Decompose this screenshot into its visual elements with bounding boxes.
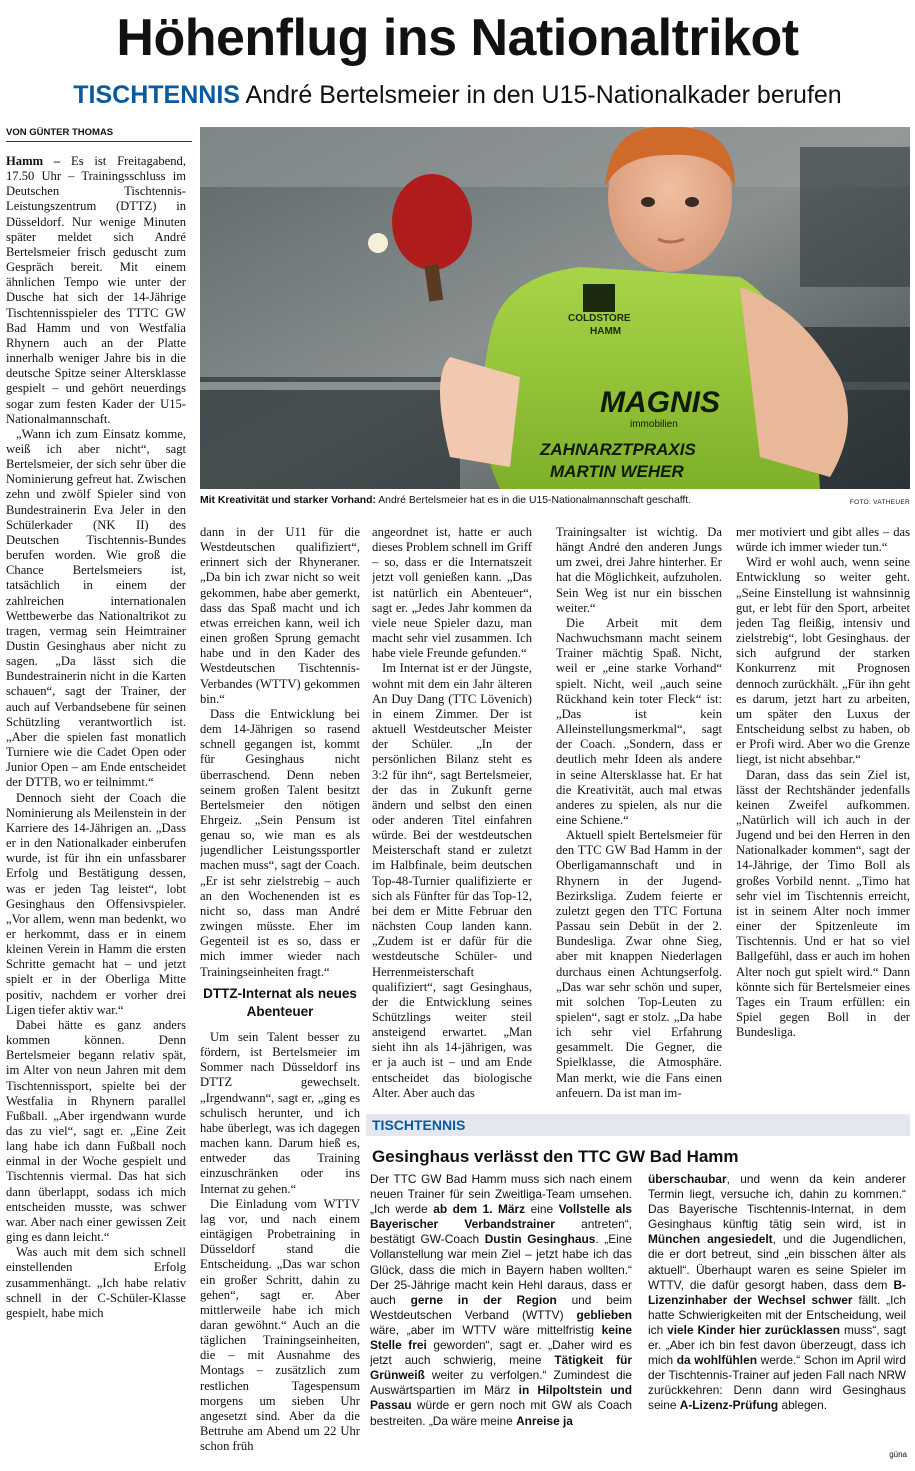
section-kicker: TISCHTENNIS: [73, 81, 240, 109]
box-text: . „Eine Vollanstellung war mein Ziel – jetzt habe ich das Glück, dass die mich in Bayern haben wollten.“ Der 25-Jährige macht kein Hehl daraus, dass er auch: [370, 1232, 632, 1307]
box-emphasis: viele Kinder hier zurücklassen: [667, 1322, 841, 1337]
info-box: [366, 1114, 910, 1464]
paragraph: Die Einladung vom WTTV lag vor, und nach einem eintägigen Probetraining in Düsseldorf stand die Entscheidung. „Das war schon ein großer Schritt, dahin zu gehen“, sagt er. Aber mittlerweile habe ich mich daran gewöhnt.“ Auch an die täglichen Trainingseinheiten, die – mit Ausnahme des Montags – zusätzlich zum restlichen Tagespensum morgens um sieben Uhr angesetzt sind. Aber da die Bettruhe am Abend um 22 Uhr schon früh: [200, 1196, 360, 1454]
box-emphasis: in Hilpoltstein und Passau: [370, 1383, 632, 1413]
caption-text: André Bertelsmeier hat es in die U15-Nationalmannschaft geschafft.: [378, 495, 692, 506]
box-text: , und die Jugendlichen, die er dort betreut, sind „ein bisschen älter als aktuell“. Überhaupt waren es seine Spieler im WTTV, die dafür gesorgt haben, dass dem: [648, 1232, 906, 1292]
paddle: [392, 174, 472, 270]
box-text: eine: [525, 1202, 559, 1217]
article-photo: [200, 127, 910, 489]
paragraph: Dabei hätte es ganz anders kommen können. Denn Bertelsmeier begann relativ spät, im Alter von neun Jahren mit dem Tischtennissport, spielte bei der Westfalia in Rhynern parallel Fußball. „Aber irgendwann wurde das zu viel“, sagt er. „Eine Zeit lang habe ich dann Fußball noch einmal in der Woche gespielt und Tischtennis viermal. Das hat sich dann überlappt, sodass ich mich entscheiden musste, was schwer war. Aber nach einer gewissen Zeit ging es dann leicht.“: [6, 1017, 186, 1245]
author-signature: güna: [889, 1450, 907, 1459]
box-text: werde.“ Schon im April wird der Tischtennis-Trainer auf jeden Fall nach NRW zurückkehren: Denn dann wird Gesinghaus seine: [648, 1353, 906, 1413]
paragraph: Um sein Talent besser zu fördern, ist Bertelsmeier im Sommer nach Düsseldorf ins DTTZ gewechselt. „Irgendwann“, sagt er, „ging es schulisch herunter, und ich habe überlegt, was ich dagegen machen kann. Darum hieß es, entweder das Training einzuschränken oder ins Internat zu gehen.“: [200, 1030, 360, 1196]
author-byline: VON GÜNTER THOMAS: [6, 127, 192, 142]
box-column-1: [370, 1172, 632, 1462]
paragraph: [6, 154, 186, 427]
paragraph: „Wann ich zum Einsatz komme, weiß ich aber nicht“, sagt Bertelsmeier, der sich sehr über die Nominierung gefreut hat. Zwischen zehn und zwölf Spieler sind von Bundestrainerin Eva Jeler in den Schülerkader (NK II) des Deutschen Tischtennis-Bundes berufen worden. Wie groß die Chance Bertelsmeiers ist, tatsächlich in einem der zahlreichen internationalen Wettbewerbe das Nationaltrikot zu tragen, vermag sein Heimtrainer Dustin Gesinghaus aber nicht zu sagen. „Da lässt sich die Bundestrainerin nicht in die Karten schauen“, sagt der Trainer, der auch auf Verbandsebene für seinen Schützling verantwortlich ist. „Aber die spielen fast monatlich Turniere wie die Cadet Open oder Junior Open – am Ende entscheidet der DTTB, wo er teilnimmt.“: [6, 426, 186, 790]
paragraph: Aktuell spielt Bertelsmeier für den TTC GW Bad Hamm in der Oberligamannschaft und in Rhynern in der Jugend-Bezirksliga. Zudem feierte er zuletzt gegen den TTC Fortuna Passau sein Debüt in der 2. Bundesliga. Zwar ohne Sieg, aber mit knappen Niederlagen durchaus einen Achtungserfolg. „Das war sehr schön und super, mit solchen Top-Leuten zu spielen“, sagt er stolz. „Da habe ich sehr viel Erfahrung gesammelt. Die Gegner, die Spielklasse, die Atmosphäre. Man merkt, wie die Fans einen anfeuern. Da ist man im-: [556, 828, 722, 1100]
box-emphasis: München angesiedelt: [648, 1232, 773, 1247]
article-column-3: [372, 525, 532, 1105]
paragraph: Dass die Entwicklung bei dem 14-Jährigen so rasend schnell gegangen ist, kommt für Gesinghaus nicht überraschend. Denn neben seinem großen Talent besitzt Bertelsmeier den nötigen Ehrgeiz. „Sein Pensum ist genau so, wie man es als jugendlicher Leistungssportler machen muss“, sagt der Coach. „Er ist sehr zielstrebig – auch an den Wochenenden ist es nicht so, dass man André zwingen müsste. Eher im Gegenteil ist es so, dass er mich immer wieder nach Trainingseinheiten fragt.“: [200, 706, 360, 979]
table-tennis-player-photo: [200, 127, 910, 489]
paragraph: Die Arbeit mit dem Nachwuchsmann macht seinem Trainer mächtig Spaß. Nicht, weil er „eine starke Vorhand“ spielt. Nicht, weil „auch seine Rückhand kein toter Fleck“ ist: „Das ist kein Alleinstellungsmerkmal“, sagt der Coach. „Sondern, dass er deutlich mehr Ideen als andere in seine Altersklasse hat. Er hat die Kreativität, auch mal etwas anderes zu spielen, als nur die eine Schiene.“: [556, 615, 722, 827]
headline: Höhenflug ins Nationaltrikot: [116, 9, 799, 67]
paragraph: Trainingsalter ist wichtig. Da hängt André den anderen Jungs um zwei, drei Jahre hinterher. Er hat die Möglichkeit, aufzuholen. Sein Weg ist nur ein bisschen weiter.“: [556, 525, 722, 615]
paragraph: Wird er wohl auch, wenn seine Entwicklung so weiter geht. „Seine Einstellung ist wahnsinnig gut, er lebt für den Sport, arbeitet jeden Tag fleißig, intensiv und zielstrebig“, lobt Gesinghaus. der sich aufgrund der starken Konkurrenz mit Prognosen dennoch zurückhält. „Für ihn geht es darum, jetzt hart zu arbeiten, um später den Luxus der Entscheidung selbst zu haben, ob er Profi wird. Aber wo die Grenze liegt, ist nicht absehbar.“: [736, 555, 910, 767]
ball: [368, 233, 388, 253]
article-column-4: [556, 525, 722, 1105]
paragraph: angeordnet ist, hatte er auch dieses Problem schnell im Griff – so, dass er die Internatszeit jetzt voll genießen kann. „Das ist natürlich ein Abenteuer“, sagt er. „Jedes Jahr kommen da viele neue Spieler dazu, man macht sehr viel zusammen. Ich habe viele Freunde gefunden.“: [372, 525, 532, 661]
paragraph: Dennoch sieht der Coach die Nominierung als Meilenstein in der Karriere des 14-Jährigen an. „Dass er in den Nationalkader einberufen wurde, ist für ihn ein unfassbarer Erfolg und Bestätigung dessen, was er jeden Tag leistet“, lobt Gesinghaus den Offensivspieler. „Vor allem, wenn man bedenkt, wo er herkommt, dass er in einem kleinen Verein in Hamm die ersten Schritte gemacht hat – und jetzt spielt er in der Oberliga Mitte positiv, nachdem er vorher drei Ligen tiefer aktiv war.“: [6, 790, 186, 1017]
paragraph: mer motiviert und gibt alles – das würde ich immer wieder tun.“: [736, 525, 910, 555]
box-text: weiter zu verfolgen.“ Zumindest die Auswärtspartien im März: [370, 1368, 632, 1398]
paragraph: dann in der U11 für die Westdeutschen qualifiziert“, erinnert sich der Rhyneraner. „Da bin ich zwar nicht so weit gekommen, habe aber gemerkt, dass das Spaß macht und ich etwas erreichen kann, weil ich einen großen Sprung gemacht habe und in den Kader des Westdeutschen Tischtennis-Verbandes (WTTV) gekommen bin.“: [200, 525, 360, 706]
box-emphasis: B-Lizenzinhaber der Wechsel schwer: [648, 1277, 906, 1307]
paragraph: Was auch mit dem sich schnell einstellenden Erfolg zusammenhängt. „Ich habe relativ schnell in der C-Schüler-Klasse gespielt, habe mich: [6, 1245, 186, 1320]
box-text: würde er gern noch mit GW als Coach bestreiten. „Da wäre meine: [370, 1398, 632, 1428]
box-emphasis: A-Lizenz-Prüfung: [679, 1398, 779, 1413]
box-title: Gesinghaus verlässt den TTC GW Bad Hamm: [372, 1147, 739, 1166]
jersey-text: MAGNIS: [600, 386, 720, 419]
jersey-text: ZAHNARZTPRAXIS: [540, 440, 696, 459]
box-emphasis: geblieben: [576, 1307, 632, 1322]
box-column-2: [648, 1172, 906, 1450]
article-column-2-continued: [200, 1030, 360, 1455]
box-text: fällt. „Ich hatte Schwierigkeiten mit der Entscheidung, weil ich: [648, 1292, 906, 1337]
box-paragraph: [648, 1172, 906, 1414]
box-emphasis: gerne in der Region: [410, 1292, 557, 1307]
photo-credit: FOTO: VATHEUER: [849, 499, 910, 506]
box-text: antreten“, bestätigt GW-Coach: [370, 1217, 632, 1247]
box-text: geworden“, sagt er. „Daher wird es jetzt auch schwierig, meine: [370, 1338, 632, 1368]
subtitle: André Bertelsmeier in den U15-Nationalkader berufen: [245, 81, 842, 109]
box-text: und beim Westdeutschen Verband (WTTV): [370, 1292, 632, 1322]
box-emphasis: Vollstelle als Bayerischer Verbandstrainer: [370, 1202, 632, 1232]
article-column-2: [200, 525, 360, 980]
box-emphasis: Anreise ja: [516, 1413, 573, 1428]
jersey-text: COLDSTORE: [568, 313, 631, 324]
subheadline: [0, 80, 915, 110]
box-emphasis: ab dem 1. März: [433, 1202, 526, 1217]
article-column-1: [6, 154, 186, 1454]
box-emphasis: da wohlfühlen: [676, 1353, 757, 1368]
jersey-text: MARTIN WEHER: [550, 462, 684, 481]
jersey-logo: [583, 284, 615, 312]
box-emphasis: Tätigkeit für Grünweiß: [370, 1353, 632, 1383]
paragraph: Im Internat ist er der Jüngste, wohnt mit dem ein Jahr älteren An Duy Dang (TTC Lövenich) in einem Zimmer. Der ist aktuell Westdeutscher Meister der Schüler. „In der persönlichen Bilanz steht es 3:2 für ihn“, sagt Bertelsmeier, der das in Zukunft gerne ändern und selbst den einen oder anderen Titel einfahren würde. Bei der westdeutschen Meisterschaft stand er zuletzt im Halbfinale, beim deutschen Top-48-Turnier qualifizierte er sich als Fünfter für das Top-12, bei dem er Mitte Februar den nächsten Coup landen kann. „Zudem ist er dafür für die westdeutsche Schüler- und Herrenmeisterschaft qualifiziert“, sagt Gesinghaus, der die Entwicklung seines Schützlings weiter steil ansteigend erwartet. „Man sieht ihn als 14-jährigen, was er ja auch ist – und am Ende entscheidet das biologische Alter. Aber auch das: [372, 661, 532, 1100]
box-emphasis: Dustin Gesinghaus: [484, 1232, 596, 1247]
box-text: , und wenn da kein anderer Termin liegt, versuche ich, dahin zu kommen.“ Das Bayerische Tischtennis-Internat, in dem Gesinghaus künftig tätig sein wird, ist in: [648, 1172, 906, 1232]
box-kicker: TISCHTENNIS: [366, 1114, 910, 1136]
dateline: Hamm –: [6, 154, 61, 168]
article-column-5: [736, 525, 910, 1105]
paragraph-text: Es ist Freitagabend, 17.50 Uhr – Trainingsschluss im Deutschen Tischtennis-Leistungszentrum (DTTZ) in Düsseldorf. Nur wenige Minuten später meldet sich André Bertelsmeier frisch geduscht zum Gespräch bereit. Mit einem ähnlichen Tempo wie unter der Dusche hat sich der 14-Jährige Tischtennisspieler des TTTC GW Bad Hamm und von Westfalia Rhynern auch an der Platte innerhalb weniger Jahre bis in die deutsche Spitze seiner Altersklasse gespielt – und gehört neuerdings sogar zum festen Kader der U15-Nationalmannschaft.: [6, 154, 186, 426]
jersey-text: immobilien: [630, 419, 678, 430]
paragraph: Daran, dass das sein Ziel ist, lässt der Rechtshänder jedenfalls keinen Zweifel aufkommen. „Natürlich will ich auch in der Jugend und bei den Herren in den Nationalkader kommen“, sagt der 14-Jährige, der Timo Boll als großes Vorbild nennt. „Timo hat sehr viel im Tischtennis erreicht, ist in seinem Alter noch immer einer der Spitzenleute im Tischtennis. Und er hat so viel Ballgefühl, dass er auch im hohen Alter noch gut spielt wird.“ Dann könnte sich für Bertelsmeier eines Tages ein Traum erfüllen: ein Spiel gegen Boll in der Bundesliga.: [736, 767, 910, 1040]
box-emphasis: überschaubar: [648, 1172, 727, 1186]
box-text: ablegen.: [778, 1398, 828, 1413]
box-text: wäre, „aber im WTTV wäre mittelfristig: [370, 1322, 602, 1337]
box-emphasis: keine Stelle frei: [370, 1322, 632, 1353]
photo-caption: [200, 494, 910, 510]
box-text: muss“, sagt er. „Aber ich bin fest davon überzeugt, dass ich mich: [648, 1322, 906, 1368]
box-paragraph: [370, 1172, 632, 1429]
box-text: Der TTC GW Bad Hamm muss sich nach einem neuen Trainer für sein Zweitliga-Team umsehen. „Ich werde: [370, 1172, 632, 1217]
jersey-text: HAMM: [590, 326, 622, 337]
article-subheading: DTTZ-Internat als neues Abenteuer: [203, 986, 357, 1019]
caption-lead: Mit Kreativität und starker Vorhand:: [200, 495, 376, 506]
